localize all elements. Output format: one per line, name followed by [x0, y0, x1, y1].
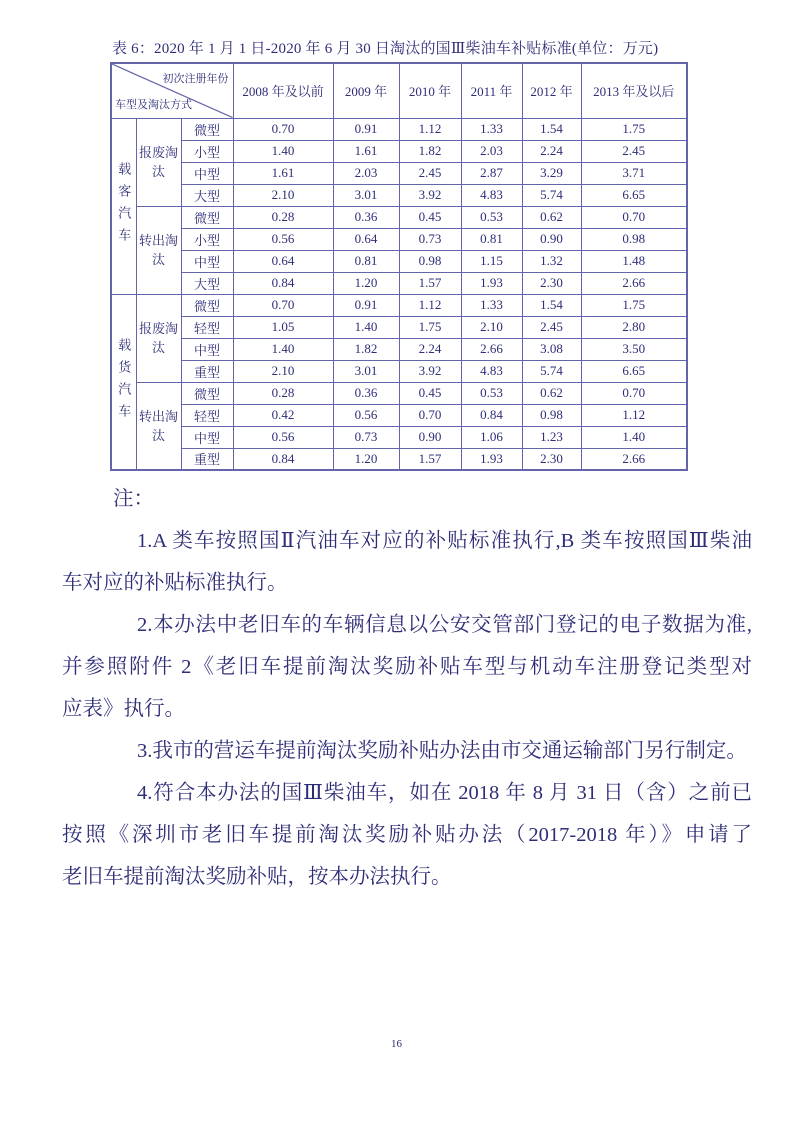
- size-cell: 小型: [181, 140, 233, 162]
- value-cell: 1.54: [522, 294, 581, 316]
- size-cell: 微型: [181, 206, 233, 228]
- value-cell: 4.83: [461, 360, 522, 382]
- table-row: [111, 184, 687, 206]
- year-column-header: 2008 年及以前: [233, 63, 333, 118]
- value-cell: 1.54: [522, 118, 581, 140]
- corner-label-registration-year: 初次注册年份: [162, 73, 229, 85]
- value-cell: 3.08: [522, 338, 581, 360]
- value-cell: 0.64: [333, 228, 399, 250]
- value-cell: 0.91: [333, 294, 399, 316]
- value-cell: 1.12: [581, 404, 687, 426]
- value-cell: 0.73: [399, 228, 461, 250]
- note-line: 并参照附件 2《老旧车提前淘汰奖励补贴车型与机动车注册登记类型对: [62, 656, 752, 678]
- value-cell: 1.93: [461, 448, 522, 470]
- page-number: 16: [391, 1038, 402, 1050]
- value-cell: 1.33: [461, 294, 522, 316]
- size-cell: 中型: [181, 250, 233, 272]
- value-cell: 0.64: [233, 250, 333, 272]
- value-cell: 0.73: [333, 426, 399, 448]
- value-cell: 1.40: [581, 426, 687, 448]
- method-cell-scrap: 报废淘汰: [136, 294, 181, 382]
- value-cell: 0.70: [581, 382, 687, 404]
- value-cell: 1.61: [233, 162, 333, 184]
- value-cell: 0.56: [233, 228, 333, 250]
- value-cell: 0.70: [233, 118, 333, 140]
- value-cell: 0.62: [522, 206, 581, 228]
- table-row: [111, 360, 687, 382]
- note-paragraph: [62, 520, 752, 604]
- value-cell: 6.65: [581, 360, 687, 382]
- value-cell: 2.45: [581, 140, 687, 162]
- note-paragraph: [62, 604, 752, 730]
- size-cell: 大型: [181, 272, 233, 294]
- value-cell: 1.12: [399, 294, 461, 316]
- value-cell: 0.56: [233, 426, 333, 448]
- value-cell: 2.30: [522, 272, 581, 294]
- table-title: 表 6：2020 年 1 月 1 日-2020 年 6 月 30 日淘汰的国Ⅲ柴油车补贴标准(单位：万元): [112, 41, 659, 57]
- year-column-header: 2009 年: [333, 63, 399, 118]
- category-cell-passenger: 载客汽车: [111, 118, 136, 294]
- year-column-header: 2011 年: [461, 63, 522, 118]
- value-cell: 2.45: [399, 162, 461, 184]
- value-cell: 1.57: [399, 448, 461, 470]
- table-header-row: [111, 63, 687, 118]
- value-cell: 1.05: [233, 316, 333, 338]
- value-cell: 4.83: [461, 184, 522, 206]
- size-cell: 中型: [181, 426, 233, 448]
- value-cell: 5.74: [522, 360, 581, 382]
- size-cell: 小型: [181, 228, 233, 250]
- value-cell: 0.45: [399, 382, 461, 404]
- note-paragraph: [62, 730, 752, 772]
- year-column-header: 2012 年: [522, 63, 581, 118]
- value-cell: 6.65: [581, 184, 687, 206]
- value-cell: 0.70: [399, 404, 461, 426]
- value-cell: 3.01: [333, 184, 399, 206]
- table-row: [111, 140, 687, 162]
- value-cell: 0.81: [461, 228, 522, 250]
- value-cell: 2.66: [461, 338, 522, 360]
- table-row: [111, 448, 687, 470]
- size-cell: 中型: [181, 338, 233, 360]
- value-cell: 1.75: [581, 118, 687, 140]
- value-cell: 0.91: [333, 118, 399, 140]
- table-row: [111, 294, 687, 316]
- note-line: 2.本办法中老旧车的车辆信息以公安交管部门登记的电子数据为准,: [137, 614, 752, 636]
- value-cell: 2.66: [581, 448, 687, 470]
- value-cell: 0.84: [461, 404, 522, 426]
- value-cell: 3.92: [399, 184, 461, 206]
- value-cell: 0.98: [522, 404, 581, 426]
- size-cell: 轻型: [181, 404, 233, 426]
- year-column-header: 2010 年: [399, 63, 461, 118]
- method-cell-transfer: 转出淘汰: [136, 206, 181, 294]
- value-cell: 1.75: [399, 316, 461, 338]
- table-row: [111, 272, 687, 294]
- value-cell: 2.80: [581, 316, 687, 338]
- value-cell: 3.01: [333, 360, 399, 382]
- size-cell: 重型: [181, 360, 233, 382]
- category-cell-cargo: 载货汽车: [111, 294, 136, 470]
- size-cell: 大型: [181, 184, 233, 206]
- table-row: [111, 162, 687, 184]
- table-row: [111, 118, 687, 140]
- note-paragraph: [62, 772, 752, 898]
- subsidy-table: [110, 62, 688, 471]
- method-cell-transfer: 转出淘汰: [136, 382, 181, 470]
- value-cell: 1.48: [581, 250, 687, 272]
- note-line: 应表》执行。: [62, 698, 185, 720]
- value-cell: 1.75: [581, 294, 687, 316]
- value-cell: 3.71: [581, 162, 687, 184]
- value-cell: 0.62: [522, 382, 581, 404]
- value-cell: 0.90: [399, 426, 461, 448]
- value-cell: 0.45: [399, 206, 461, 228]
- table-row: [111, 338, 687, 360]
- value-cell: 3.50: [581, 338, 687, 360]
- value-cell: 2.87: [461, 162, 522, 184]
- size-cell: 轻型: [181, 316, 233, 338]
- note-line: 3.我市的营运车提前淘汰奖励补贴办法由市交通运输部门另行制定。: [137, 740, 747, 762]
- size-cell: 微型: [181, 118, 233, 140]
- value-cell: 3.29: [522, 162, 581, 184]
- value-cell: 2.66: [581, 272, 687, 294]
- value-cell: 0.36: [333, 206, 399, 228]
- value-cell: 0.70: [581, 206, 687, 228]
- value-cell: 1.33: [461, 118, 522, 140]
- value-cell: 2.24: [522, 140, 581, 162]
- table-row: [111, 228, 687, 250]
- value-cell: 0.98: [581, 228, 687, 250]
- value-cell: 0.36: [333, 382, 399, 404]
- value-cell: 1.23: [522, 426, 581, 448]
- size-cell: 重型: [181, 448, 233, 470]
- value-cell: 2.03: [333, 162, 399, 184]
- table-row: [111, 206, 687, 228]
- note-line: 1.A 类车按照国Ⅱ汽油车对应的补贴标准执行,B 类车按照国Ⅲ柴油: [137, 530, 752, 552]
- value-cell: 1.12: [399, 118, 461, 140]
- value-cell: 0.81: [333, 250, 399, 272]
- value-cell: 2.10: [461, 316, 522, 338]
- value-cell: 1.40: [233, 338, 333, 360]
- value-cell: 0.56: [333, 404, 399, 426]
- value-cell: 2.10: [233, 360, 333, 382]
- note-line: 车对应的补贴标准执行。: [62, 572, 288, 594]
- value-cell: 0.53: [461, 382, 522, 404]
- value-cell: 5.74: [522, 184, 581, 206]
- note-line: 按照《深圳市老旧车提前淘汰奖励补贴办法（2017-2018 年）》申请了: [62, 824, 752, 846]
- method-cell-scrap: 报废淘汰: [136, 118, 181, 206]
- value-cell: 0.28: [233, 382, 333, 404]
- value-cell: 1.32: [522, 250, 581, 272]
- value-cell: 0.53: [461, 206, 522, 228]
- table-row: [111, 426, 687, 448]
- value-cell: 0.98: [399, 250, 461, 272]
- value-cell: 1.57: [399, 272, 461, 294]
- value-cell: 1.20: [333, 272, 399, 294]
- notes-section: [62, 478, 752, 898]
- value-cell: 2.10: [233, 184, 333, 206]
- size-cell: 中型: [181, 162, 233, 184]
- value-cell: 0.90: [522, 228, 581, 250]
- corner-label-vehicle-type: 车型及淘汰方式: [115, 98, 192, 111]
- value-cell: 2.03: [461, 140, 522, 162]
- corner-cell: [111, 63, 233, 118]
- value-cell: 2.45: [522, 316, 581, 338]
- table-row: [111, 316, 687, 338]
- table-row: [111, 250, 687, 272]
- value-cell: 1.93: [461, 272, 522, 294]
- value-cell: 1.20: [333, 448, 399, 470]
- size-cell: 微型: [181, 294, 233, 316]
- value-cell: 0.28: [233, 206, 333, 228]
- value-cell: 1.40: [333, 316, 399, 338]
- value-cell: 1.40: [233, 140, 333, 162]
- value-cell: 1.82: [333, 338, 399, 360]
- value-cell: 2.30: [522, 448, 581, 470]
- note-line: 老旧车提前淘汰奖励补贴，按本办法执行。: [62, 866, 452, 888]
- table-row: [111, 382, 687, 404]
- value-cell: 1.82: [399, 140, 461, 162]
- value-cell: 0.42: [233, 404, 333, 426]
- year-column-header: 2013 年及以后: [581, 63, 687, 118]
- value-cell: 1.06: [461, 426, 522, 448]
- note-line: 4.符合本办法的国Ⅲ柴油车，如在 2018 年 8 月 31 日（含）之前已: [137, 782, 752, 804]
- value-cell: 0.84: [233, 272, 333, 294]
- notes-label: 注：: [113, 488, 154, 510]
- value-cell: 1.61: [333, 140, 399, 162]
- value-cell: 3.92: [399, 360, 461, 382]
- value-cell: 1.15: [461, 250, 522, 272]
- table-row: [111, 404, 687, 426]
- value-cell: 0.70: [233, 294, 333, 316]
- size-cell: 微型: [181, 382, 233, 404]
- value-cell: 0.84: [233, 448, 333, 470]
- value-cell: 2.24: [399, 338, 461, 360]
